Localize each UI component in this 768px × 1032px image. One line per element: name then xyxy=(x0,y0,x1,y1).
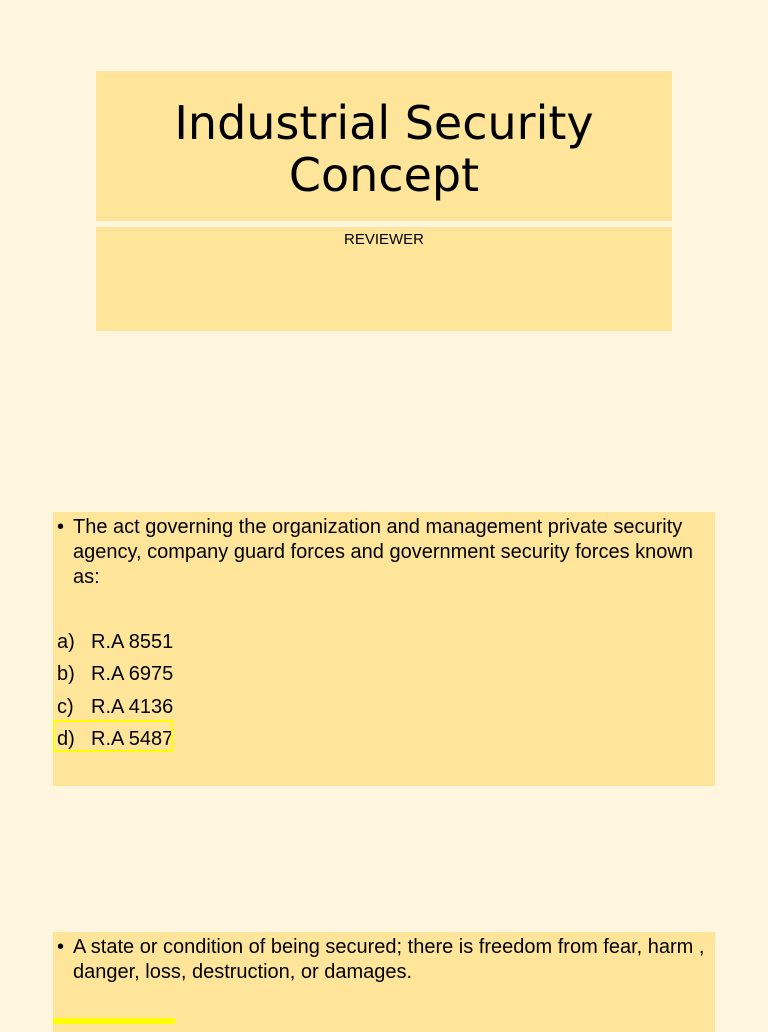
page-title xyxy=(174,97,593,201)
question-1-text: The act governing the organization and management private security agency, company guard forces and government security forces known as: xyxy=(73,516,693,588)
question-2-row xyxy=(57,935,705,985)
title-line-1: Industrial Security xyxy=(174,96,594,150)
option-letter: d) xyxy=(57,728,75,751)
subtitle: REVIEWER xyxy=(343,231,424,248)
subtitle-box xyxy=(96,227,672,331)
answer-highlight xyxy=(53,720,173,752)
option-letter: a) xyxy=(57,630,75,653)
option-text: R.A 8551 xyxy=(91,630,174,653)
question-2-text: A state or condition of being secured; there is freedom from fear, harm , danger, loss, destruction, or damages. xyxy=(73,936,705,983)
option-b xyxy=(57,659,173,692)
title-line-2: Concept xyxy=(288,148,480,202)
option-a xyxy=(57,626,173,659)
bullet-icon: • xyxy=(57,516,65,538)
option-c xyxy=(57,691,173,724)
question-2-box xyxy=(53,932,715,1032)
question-1-row xyxy=(57,515,705,590)
title-box xyxy=(96,71,672,221)
option-text: R.A 5487 xyxy=(91,728,174,751)
option-text: R.A 4136 xyxy=(91,695,174,718)
bullet-icon: • xyxy=(57,936,65,958)
option-letter: b) xyxy=(57,663,75,686)
answer-highlight-partial xyxy=(53,1018,175,1024)
option-letter: c) xyxy=(57,695,74,718)
option-text: R.A 6975 xyxy=(91,663,174,686)
